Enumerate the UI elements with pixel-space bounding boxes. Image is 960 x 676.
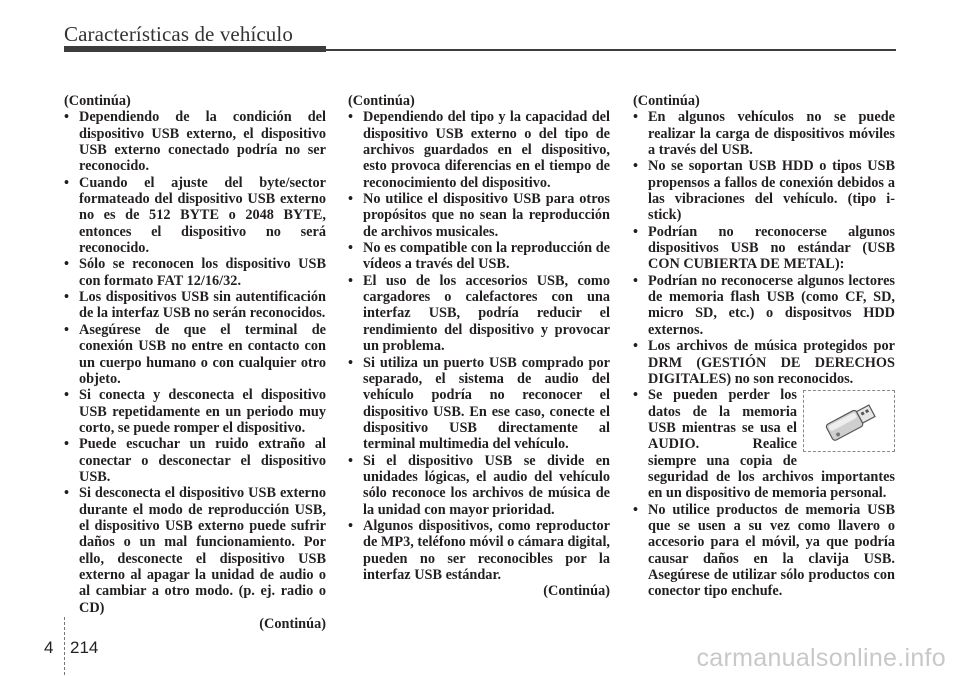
list-item: • Dependiendo del tipo y la capacidad del dispositivo USB externo o del tipo de archivos guardados en el dispositivo, esto provoca diferencias en el tiempo de reconocimiento del dispositivo. [348, 109, 610, 191]
list-item: • Cuando el ajuste del byte/sector formateado del dispositivo USB externo no es de 512 BYTE o 2048 BYTE, entonces el dispositivo no será reconocido. [64, 175, 326, 257]
bullet-list-1 [64, 109, 326, 616]
list-item: • Los archivos de música protegidos por DRM (GESTIÓN DE DERECHOS DIGITALES) no son reconocidos. [633, 338, 895, 387]
list-item: • Si utiliza un puerto USB comprado por separado, el sistema de audio del vehículo podría no reconocer el dispositivo USB. En ese caso, conecte el dispositivo USB directamente al terminal multimedia del vehículo. [348, 355, 610, 453]
list-item: • No se soportan USB HDD o tipos USB propensos a fallos de conexión debidos a las vibraciones del vehículo. (tipo i-stick) [633, 158, 895, 223]
header-rule-thick [64, 46, 326, 52]
bullet-list-2 [348, 109, 610, 583]
continued-label-bottom: (Continúa) [259, 616, 326, 632]
list-item: • No utilice productos de memoria USB que se usen a su vez como llavero o accesorio para el móvil, ya que podría causar daños en la clavija USB. Asegúrese de utilizar sólo productos con conector tipo enchufe. [633, 502, 895, 600]
header-rule-thin [326, 49, 896, 51]
chapter-number: 4 [44, 638, 54, 657]
column-3 [633, 93, 895, 600]
list-item: • Si el dispositivo USB se divide en unidades lógicas, el audio del vehículo sólo reconoce los archivos de música de la unidad con mayor prioridad. [348, 453, 610, 518]
list-item: • Asegúrese de que el terminal de conexión USB no entre en contacto con un cuerpo humano o con cualquier otro objeto. [64, 322, 326, 387]
continued-label-top: (Continúa) [633, 93, 700, 109]
continued-label-bottom: (Continúa) [543, 583, 610, 600]
continued-label-top: (Continúa) [64, 93, 131, 109]
watermark: carmanualsonline.info [696, 644, 946, 672]
list-item: • Podrían no reconocerse algunos lectores de memoria flash USB (como CF, SD, micro SD, etc.) o dispositvos HDD externos. [633, 273, 895, 338]
list-item: • Si conecta y desconecta el dispositivo USB repetidamente en un periodo muy corto, se puede romper el dispositivo. [64, 387, 326, 436]
usb-warning-text: Se pueden perder los datos de la memoria USB mientras se usa el AUDIO. Realice siempre una copia de seguridad de los archivos importantes en un dispositivo de memoria personal. [648, 387, 895, 502]
usb-stick-icon [803, 390, 895, 452]
list-item: • Si desconecta el dispositivo USB externo durante el modo de reproducción USB, el dispositivo USB externo puede sufrir daños o un mal funcionamiento. Por ello, desconecte el dispositivo USB externo al apagar la unidad de audio o al cambiar a otro modo. (p. ej. radio o CD) [64, 485, 326, 616]
column-1 [64, 93, 326, 632]
list-item-usb-warning [633, 387, 895, 501]
list-item: • Puede escuchar un ruido extraño al conectar o desconectar el dispositivo USB. [64, 436, 326, 485]
footer-divider [64, 617, 65, 675]
list-item: • Algunos dispositivos, como reproductor de MP3, teléfono móvil o cámara digital, pueden no ser reconocibles por la interfaz USB estándar. [348, 518, 610, 583]
list-item: • En algunos vehículos no se puede realizar la carga de dispositivos móviles a través del USB. [633, 109, 895, 158]
continued-label-top: (Continúa) [348, 93, 415, 109]
column-2 [348, 93, 610, 600]
page-section-title: Características de vehículo [64, 22, 293, 46]
page-number: 214 [70, 638, 99, 657]
list-item: • No es compatible con la reproducción de vídeos a través del USB. [348, 240, 610, 273]
list-item: • Sólo se reconocen los dispositivo USB con formato FAT 12/16/32. [64, 256, 326, 289]
list-item: • Dependiendo de la condición del dispositivo USB externo, el dispositivo USB externo conectado podría no ser reconocido. [64, 109, 326, 174]
list-item: • Podrían no reconocerse algunos dispositivos USB no estándar (USB CON CUBIERTA DE METAL): [633, 224, 895, 273]
bullet-list-3 [633, 109, 895, 599]
list-item: • No utilice el dispositivo USB para otros propósitos que no sean la reproducción de archivos musicales. [348, 191, 610, 240]
list-item: • Los dispositivos USB sin autentificación de la interfaz USB no serán reconocidos. [64, 289, 326, 322]
list-item: • El uso de los accesorios USB, como cargadores o calefactores con una interfaz USB, podría reducir el rendimiento del dispositivo y provocar un problema. [348, 273, 610, 355]
